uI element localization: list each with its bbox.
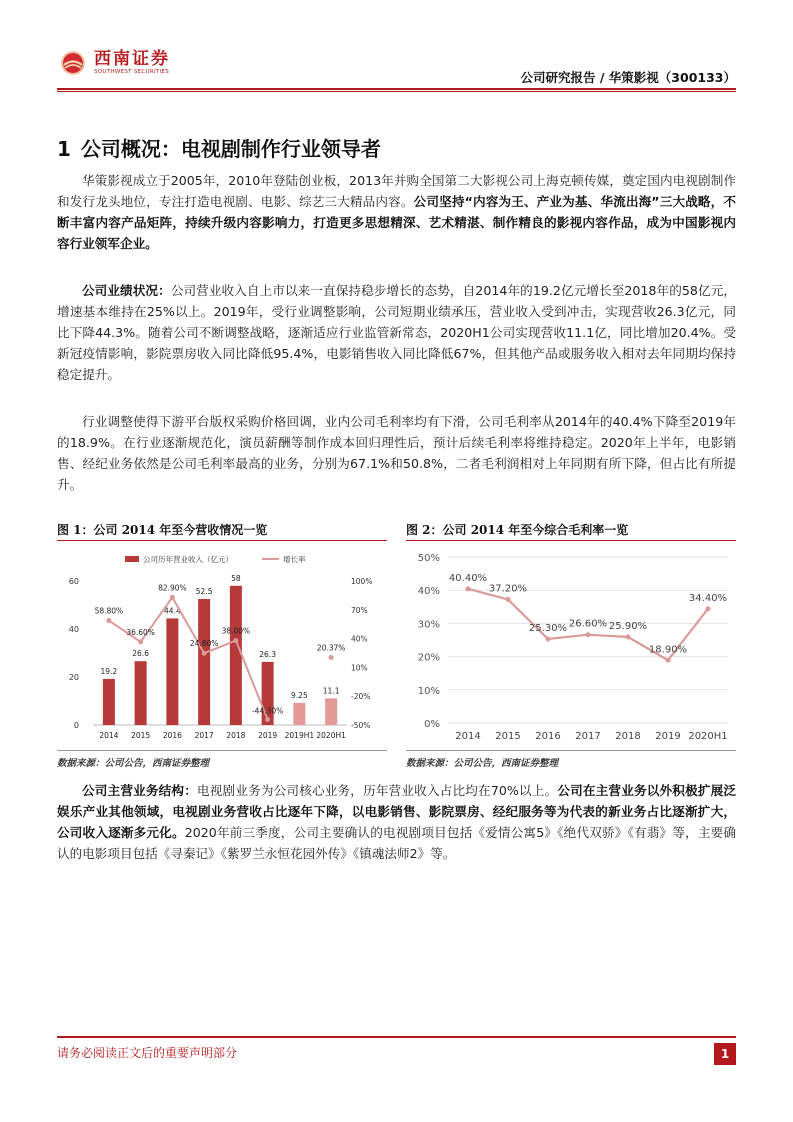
overview-strategy-text: 公司坚持“内容为王、产业为基、华流出海”三大战略，不断丰富内容产品矩阵，持续升级内容影响力，打造更多思想精深、艺术精湛、制作精良的影视内容作品，成为中国影视内容行业领军企业。 — [57, 194, 736, 251]
margin-point — [706, 606, 711, 611]
margin-label: 25.30% — [528, 623, 568, 635]
x-axis-tick: 2016 — [535, 731, 561, 742]
legend-revenue-swatch — [125, 556, 139, 562]
right-axis-tick: -20% — [351, 692, 371, 702]
figure-2-caption: 图 2：公司 2014 年至今综合毛利率一览 — [406, 523, 629, 537]
x-axis-tick: 2014 — [99, 731, 119, 740]
paragraph-margin — [57, 411, 736, 495]
revenue-bar — [230, 586, 242, 725]
right-axis-tick: 10% — [351, 663, 368, 673]
revenue-bar — [135, 661, 147, 725]
x-axis-tick: 2015 — [131, 731, 151, 740]
x-axis-tick: 2018 — [226, 731, 246, 740]
revenue-bar — [103, 679, 115, 725]
paragraph-overview — [57, 170, 736, 254]
x-axis-tick: 2018 — [615, 731, 641, 742]
margin-label: 37.20% — [488, 583, 528, 595]
header-divider-thin — [57, 91, 736, 92]
section-number: 1 — [57, 137, 71, 161]
growth-label: 36.60% — [126, 627, 155, 637]
margin-text: 行业调整使得下游平台版权采购价格回调，业内公司毛利率均有下滑，公司毛利率从2014年的40.4%下降至2019年的18.9%。在行业逐渐规范化，演员薪酬等制作成本回归理性后，预计后续毛利率将维持稳定。2020年上半年，电影销售、经纪业务依然是公司毛利率最高的业务，分别为67.1%和50.8%，二者毛利润相对上年同期有所下降，但占比有所提升。 — [57, 414, 736, 492]
growth-point — [138, 639, 143, 644]
figure-2-rule — [406, 540, 736, 541]
x-axis-tick: 2020H1 — [316, 731, 346, 740]
growth-label: 82.90% — [158, 583, 187, 593]
left-axis-tick: 0 — [73, 721, 79, 730]
footer-disclaimer: 请务必阅读正文后的重要声明部分 — [57, 1046, 238, 1060]
section-heading: 公司概况：电视剧制作行业领导者 — [80, 137, 381, 161]
x-axis-tick: 2019 — [258, 731, 278, 740]
y-axis-tick: 20% — [417, 652, 440, 664]
page-number: 1 — [714, 1043, 736, 1065]
growth-line — [109, 597, 268, 719]
company-logo — [94, 50, 170, 76]
section-title — [57, 133, 381, 162]
margin-point — [466, 586, 471, 591]
growth-label: 24.80% — [189, 639, 219, 649]
left-axis-tick: 60 — [68, 577, 79, 586]
x-axis-tick: 2016 — [162, 731, 182, 740]
revenue-bar — [262, 662, 274, 725]
header-divider — [57, 88, 736, 90]
footer-divider — [57, 1036, 736, 1038]
revenue-bar — [293, 703, 305, 725]
margin-label: 34.40% — [688, 592, 728, 604]
x-axis-tick: 2020H1 — [688, 731, 728, 742]
overview-text: 华策影视成立于2005年，2010年登陆创业板，2013年并购全国第二大影视公司上海克顿传媒，奠定国内电视剧制作和发行龙头地位，专注打造电视剧、电影、综艺三大精品内容。 — [57, 173, 736, 209]
revenue-bar-label: 19.2 — [100, 666, 118, 676]
revenue-bar-label: 26.3 — [259, 649, 276, 659]
margin-chart — [406, 545, 736, 745]
figure-1-rule — [57, 540, 387, 541]
figure-1-source: 数据来源：公司公告，西南证券整理 — [57, 758, 210, 769]
revenue-bar-label: 44.4 — [164, 606, 181, 616]
revenue-chart — [57, 545, 387, 745]
x-axis-tick: 2019 — [655, 731, 681, 742]
right-axis-tick: 100% — [351, 577, 373, 586]
paragraph-performance — [57, 280, 736, 385]
growth-label: 58.80% — [94, 606, 124, 616]
business-text-2: 2020年前三季度，公司主要确认的电视剧项目包括《爱情公寓5》《绝代双骄》《有翡》等，主要确认的电影项目包括《寻秦记》《紫罗兰永恒花园外传》《镇魂法师2》等。 — [57, 825, 736, 861]
x-axis-tick: 2017 — [575, 731, 601, 742]
growth-point — [329, 655, 334, 660]
legend-growth-label: 增长率 — [283, 555, 306, 564]
growth-point — [233, 638, 238, 643]
left-axis-tick: 40 — [68, 625, 79, 634]
growth-point — [106, 618, 111, 623]
revenue-bar — [166, 618, 178, 725]
margin-point — [586, 632, 591, 637]
x-axis-tick: 2014 — [455, 731, 481, 742]
margin-point — [626, 635, 631, 640]
right-axis-tick: -50% — [351, 721, 371, 730]
y-axis-tick: 40% — [417, 586, 440, 598]
performance-heading: 公司业绩状况： — [82, 283, 171, 298]
performance-text: 公司营业收入自上市以来一直保持稳步增长的态势，自2014年的19.2亿元增长至2018年的58亿元，增速基本维持在25%以上。2019年，受行业调整影响，公司短期业绩承压，营业收入受到冲击，实现营收26.3亿元，同比下降44.3%。随着公司不断调整战略，逐渐适应行业监管新常态，2020H1公司实现营收11.1亿，同比增加20.4%。受新冠疫情影响，影院票房收入同比降低95.4%，电影销售收入同比降低67%，但其他产品或服务收入相对去年同期均保持稳定提升。 — [57, 283, 736, 382]
x-axis-tick: 2017 — [194, 731, 214, 740]
margin-label: 40.40% — [448, 572, 488, 584]
growth-label: 20.37% — [316, 643, 346, 653]
y-axis-tick: 0% — [424, 719, 440, 730]
revenue-bar — [325, 698, 337, 725]
margin-point — [546, 637, 551, 642]
margin-point — [506, 597, 511, 602]
paragraph-business-structure — [57, 780, 736, 864]
revenue-bar-label: 26.6 — [132, 649, 149, 659]
growth-point — [265, 717, 270, 722]
figure-1-caption: 图 1：公司 2014 年至今营收情况一览 — [57, 523, 268, 537]
figure-1-bottom-rule — [57, 750, 387, 751]
margin-label: 18.90% — [648, 644, 688, 656]
growth-label: -44.30% — [251, 706, 284, 716]
right-axis-tick: 70% — [351, 605, 368, 615]
growth-label: 38.00% — [221, 626, 251, 636]
legend-revenue-label: 公司历年营业收入（亿元） — [143, 555, 233, 564]
y-axis-tick: 10% — [417, 685, 440, 697]
revenue-bar — [198, 599, 210, 725]
company-logo-icon — [60, 50, 86, 76]
figure-2-bottom-rule — [406, 750, 736, 751]
logo-english: SOUTHWEST SECURITIES — [94, 69, 170, 75]
growth-point — [170, 595, 175, 600]
business-heading: 公司主营业务结构： — [82, 783, 197, 798]
revenue-bar-label: 52.5 — [195, 587, 213, 596]
figure-2-source: 数据来源：公司公告，西南证券整理 — [406, 758, 559, 769]
left-axis-tick: 20 — [68, 673, 79, 682]
logo-chinese: 西南证券 — [94, 49, 170, 69]
y-axis-tick: 30% — [417, 619, 440, 631]
margin-label: 25.90% — [608, 621, 648, 633]
business-diversification-text: 公司在主营业务以外积极扩展泛娱乐产业其他领域，电视剧业务营收占比逐年下降，以电影销售、影院票房、经纪服务等为代表的新业务占比逐渐扩大，公司收入逐渐多元化。 — [57, 783, 737, 840]
x-axis-tick: 2015 — [495, 731, 521, 742]
report-title: 公司研究报告 / 华策影视（300133） — [520, 70, 736, 85]
y-axis-tick: 50% — [417, 553, 440, 564]
x-axis-tick: 2019H1 — [284, 731, 315, 740]
margin-label: 26.60% — [568, 618, 608, 630]
revenue-bar-label: 9.25 — [291, 690, 308, 700]
business-text-1: 电视剧业务为公司核心业务，历年营业收入占比均在70%以上。 — [196, 783, 558, 798]
right-axis-tick: 40% — [351, 634, 368, 644]
revenue-bar-label: 58 — [231, 573, 241, 583]
revenue-bar-label: 11.1 — [322, 686, 340, 696]
margin-point — [666, 658, 671, 663]
growth-point — [202, 651, 207, 656]
